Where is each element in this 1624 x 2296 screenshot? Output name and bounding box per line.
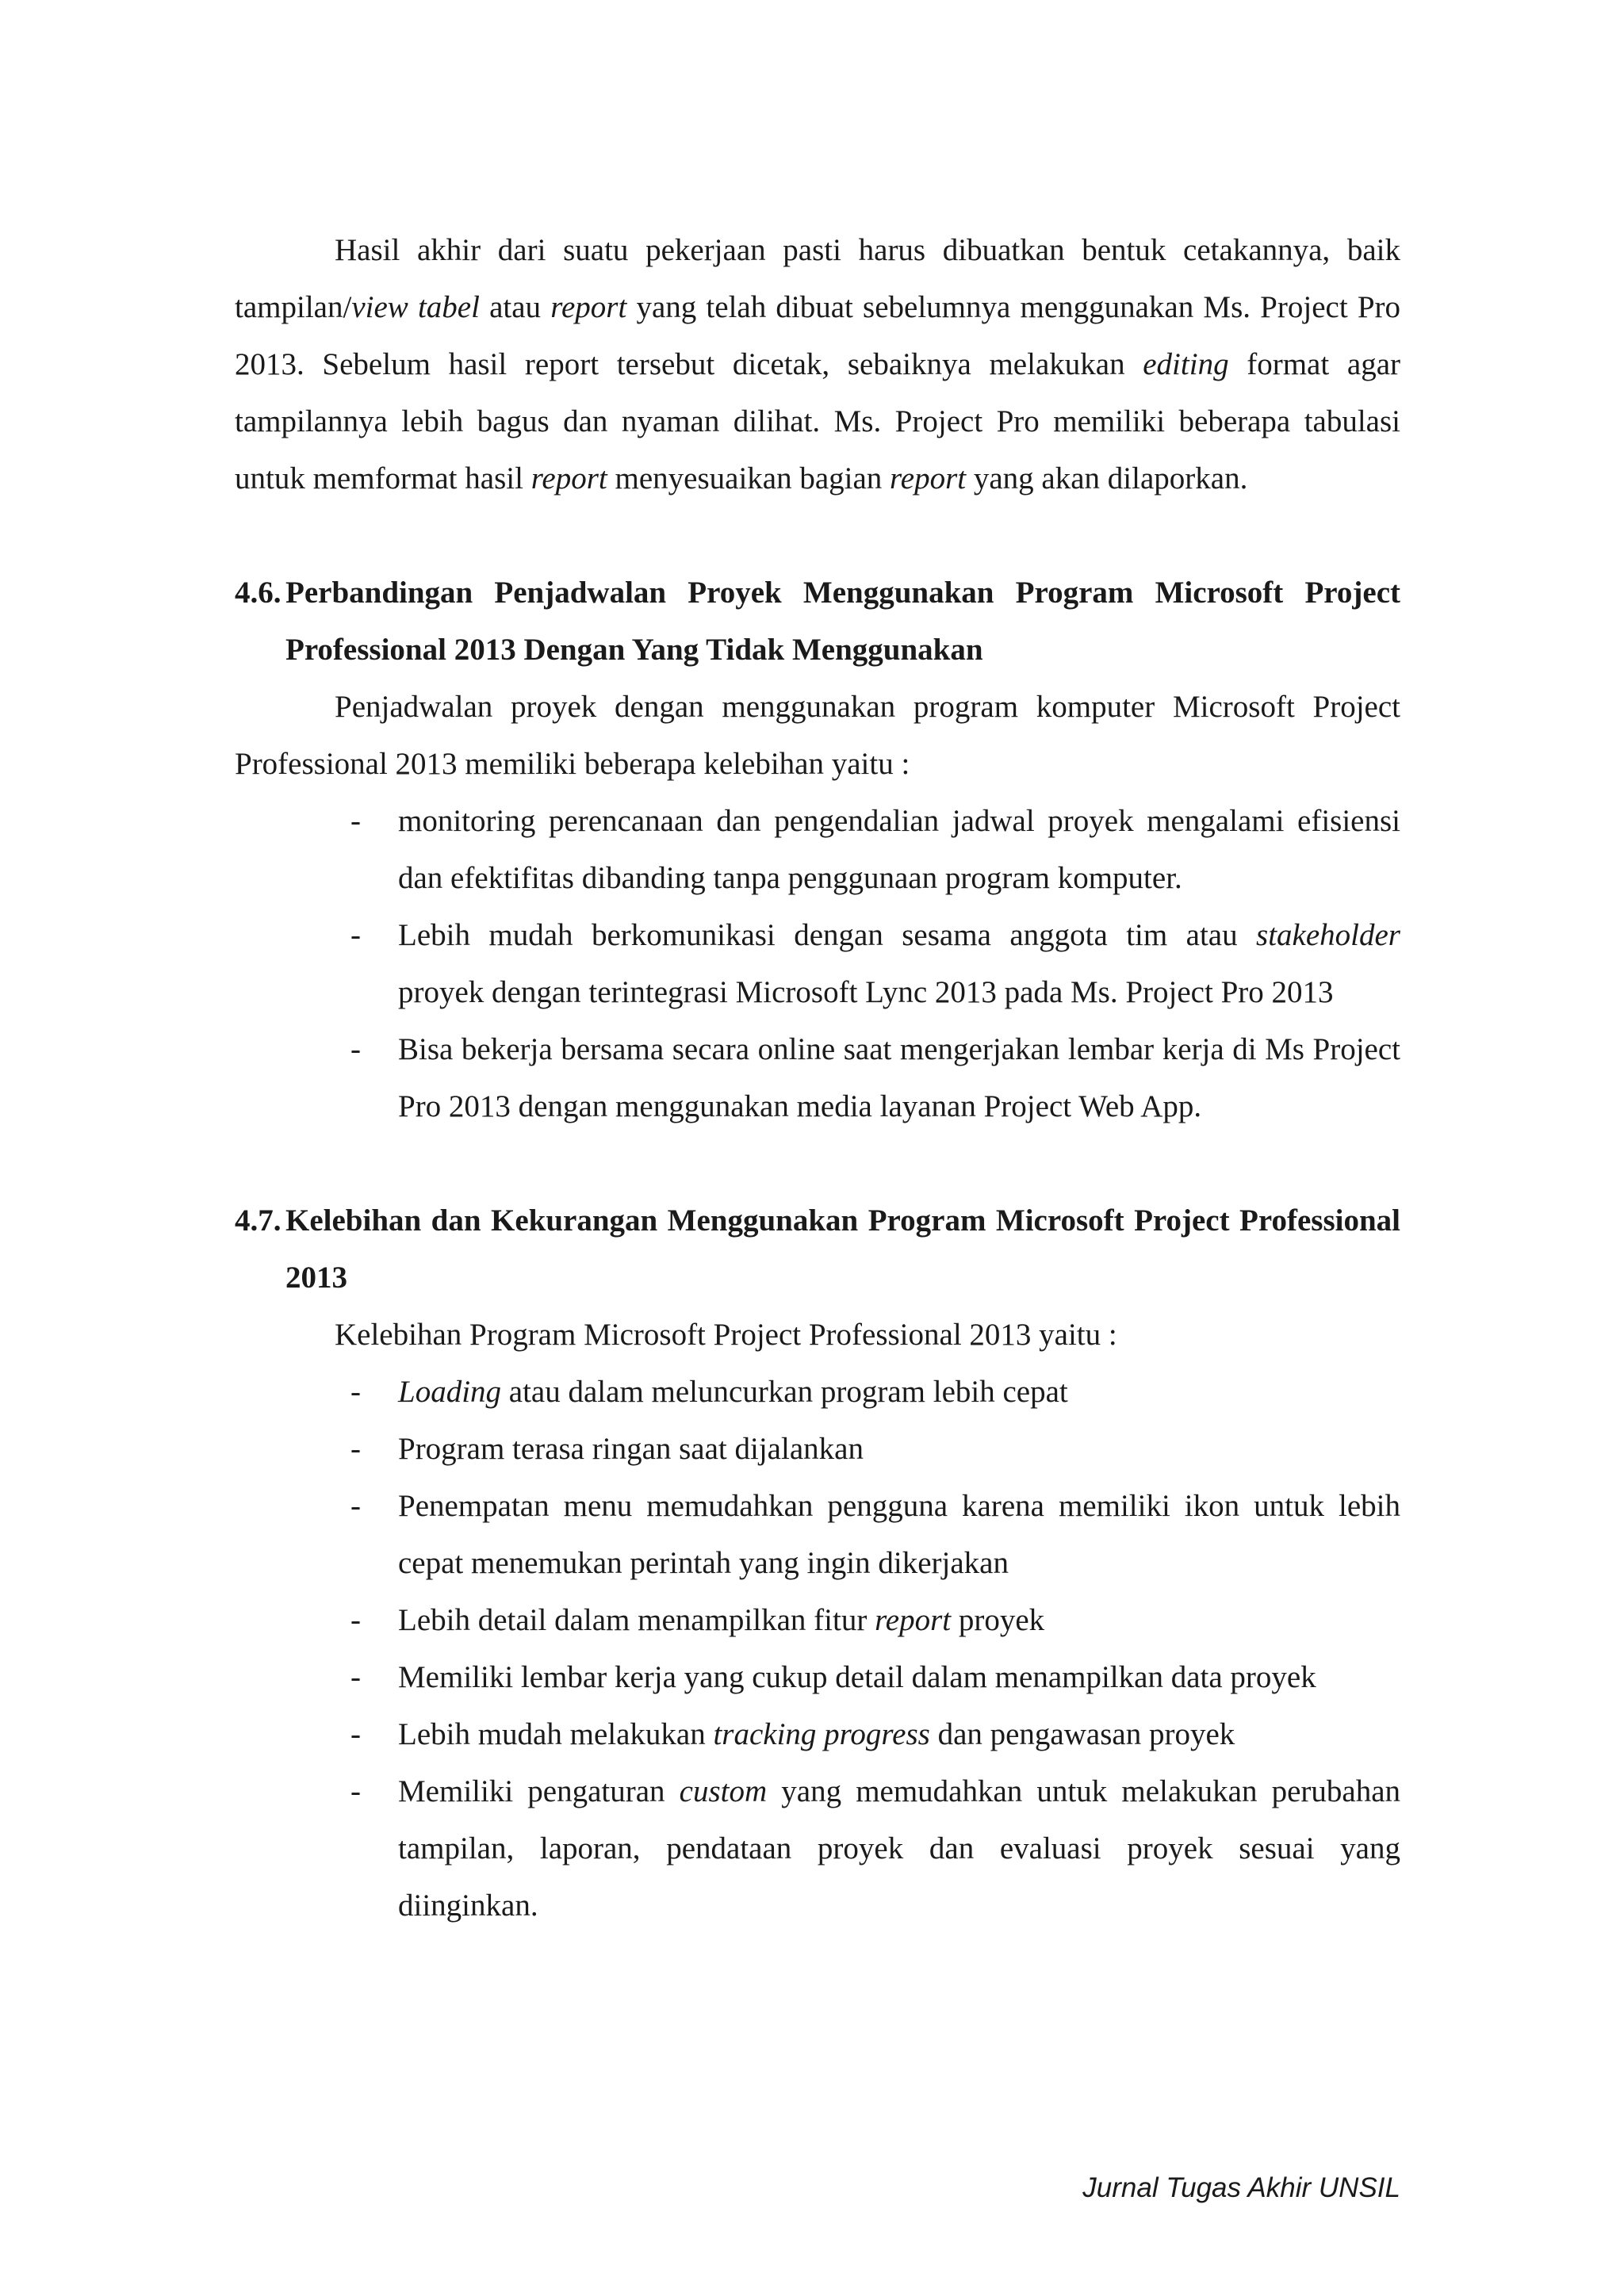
list-item-text-segment: dan pengawasan proyek: [929, 1717, 1235, 1751]
list-item-text-segment: Memiliki lembar kerja yang cukup detail dalam menampilkan data proyek: [398, 1660, 1316, 1694]
bullet-dash: -: [350, 1375, 361, 1409]
list-item: [350, 1592, 1400, 1649]
list-item: [350, 907, 1400, 1021]
section-4-7-bullet-list: [235, 1364, 1400, 1934]
bullet-dash: -: [350, 1603, 361, 1637]
section-4-7-number: 4.7.: [235, 1203, 282, 1238]
section-4-6-number: 4.6.: [235, 576, 282, 610]
intro-paragraph-segment: yang akan dilaporkan.: [966, 461, 1248, 496]
list-item-text-segment: stakeholder: [1256, 918, 1400, 952]
intro-paragraph: [235, 222, 1400, 507]
intro-paragraph-segment: atau: [479, 290, 551, 324]
list-item-text-segment: Program terasa ringan saat dijalankan: [398, 1432, 864, 1466]
intro-paragraph-segment: editing: [1143, 347, 1229, 381]
list-item-text-segment: Penempatan menu memudahkan pengguna karena memiliki ikon untuk lebih cepat menemukan perintah yang ingin dikerjakan: [398, 1489, 1400, 1580]
list-item-text-segment: Loading: [398, 1375, 502, 1409]
intro-paragraph-segment: report: [550, 290, 627, 324]
bullet-dash: -: [350, 918, 361, 952]
bullet-dash: -: [350, 1432, 361, 1466]
intro-paragraph-segment: menyesuaikan bagian: [607, 461, 891, 496]
intro-paragraph-segment: view tabel: [351, 290, 480, 324]
list-item-text-segment: yang memudahkan untuk melakukan perubahan tampilan, laporan, pendataan proyek dan evaluasi proyek sesuai yang diinginkan.: [398, 1774, 1401, 1923]
section-4-7-lead: Kelebihan Program Microsoft Project Professional 2013 yaitu :: [335, 1318, 1117, 1352]
section-4-6-heading: [235, 564, 1400, 679]
list-item-text-segment: Lebih mudah melakukan: [398, 1717, 714, 1751]
bullet-dash: -: [350, 804, 361, 838]
bullet-dash: -: [350, 1032, 361, 1066]
intro-paragraph-segment: format agar tampilannya lebih bagus dan nyaman dilihat. Ms. Project Pro memiliki beberapa tabulasi untuk memformat hasil: [235, 347, 1400, 496]
list-item: [350, 1478, 1400, 1592]
bullet-dash: -: [350, 1774, 361, 1808]
section-spacer: [235, 507, 1400, 564]
intro-paragraph-segment: Hasil akhir dari suatu pekerjaan pasti harus dibuatkan bentuk cetakannya, baik tampilan/: [235, 233, 1400, 324]
list-item-text-segment: Bisa bekerja bersama secara online saat mengerjakan lembar kerja di Ms Project Pro 2013 dengan menggunakan media layanan Project Web App.: [398, 1032, 1400, 1123]
list-item-text-segment: proyek: [951, 1603, 1045, 1637]
section-4-7-title: Kelebihan dan Kekurangan Menggunakan Program Microsoft Project Professional 2013: [285, 1203, 1400, 1295]
page-content: [235, 222, 1400, 1934]
list-item-text-segment: proyek dengan terintegrasi Microsoft Lync 2013 pada Ms. Project Pro 2013: [398, 975, 1334, 1009]
list-item: [350, 1421, 1400, 1478]
list-item: [350, 1364, 1400, 1421]
list-item-text-segment: atau dalam meluncurkan program lebih cepat: [501, 1375, 1068, 1409]
list-item-text-segment: Memiliki pengaturan: [398, 1774, 680, 1808]
journal-footer: Jurnal Tugas Akhir UNSIL: [1082, 2172, 1400, 2203]
list-item: [350, 1649, 1400, 1706]
list-item-text-segment: Lebih detail dalam menampilkan fitur: [398, 1603, 875, 1637]
section-spacer: [235, 1135, 1400, 1192]
section-4-6-lead: Penjadwalan proyek dengan menggunakan program komputer Microsoft Project Professional 2013 memiliki beberapa kelebihan yaitu :: [235, 690, 1400, 781]
bullet-dash: -: [350, 1489, 361, 1523]
list-item-text-segment: tracking progress: [713, 1717, 930, 1751]
intro-paragraph-segment: report: [530, 461, 607, 496]
section-4-7-heading: [235, 1192, 1400, 1307]
list-item-text-segment: Lebih mudah berkomunikasi dengan sesama anggota tim atau: [398, 918, 1257, 952]
bullet-dash: -: [350, 1660, 361, 1694]
list-item: [350, 1021, 1400, 1135]
list-item-text-segment: report: [875, 1603, 952, 1637]
intro-paragraph-segment: report: [890, 461, 967, 496]
intro-paragraph-segment: yang telah dibuat sebelumnya menggunakan Ms. Project Pro 2013. Sebelum hasil report tersebut dicetak, sebaiknya melakukan: [235, 290, 1400, 381]
list-item: [350, 793, 1400, 907]
list-item: [350, 1763, 1401, 1934]
section-4-6-bullet-list: [235, 793, 1400, 1135]
section-4-6-title: Perbandingan Penjadwalan Proyek Menggunakan Program Microsoft Project Professional 2013 Dengan Yang Tidak Menggunakan: [285, 576, 1400, 667]
list-item-text-segment: custom: [679, 1774, 768, 1808]
list-item-text-segment: monitoring perencanaan dan pengendalian jadwal proyek mengalami efisiensi dan efektifitas dibanding tanpa penggunaan program komputer.: [398, 804, 1400, 895]
list-item: [350, 1706, 1400, 1763]
bullet-dash: -: [350, 1717, 361, 1751]
